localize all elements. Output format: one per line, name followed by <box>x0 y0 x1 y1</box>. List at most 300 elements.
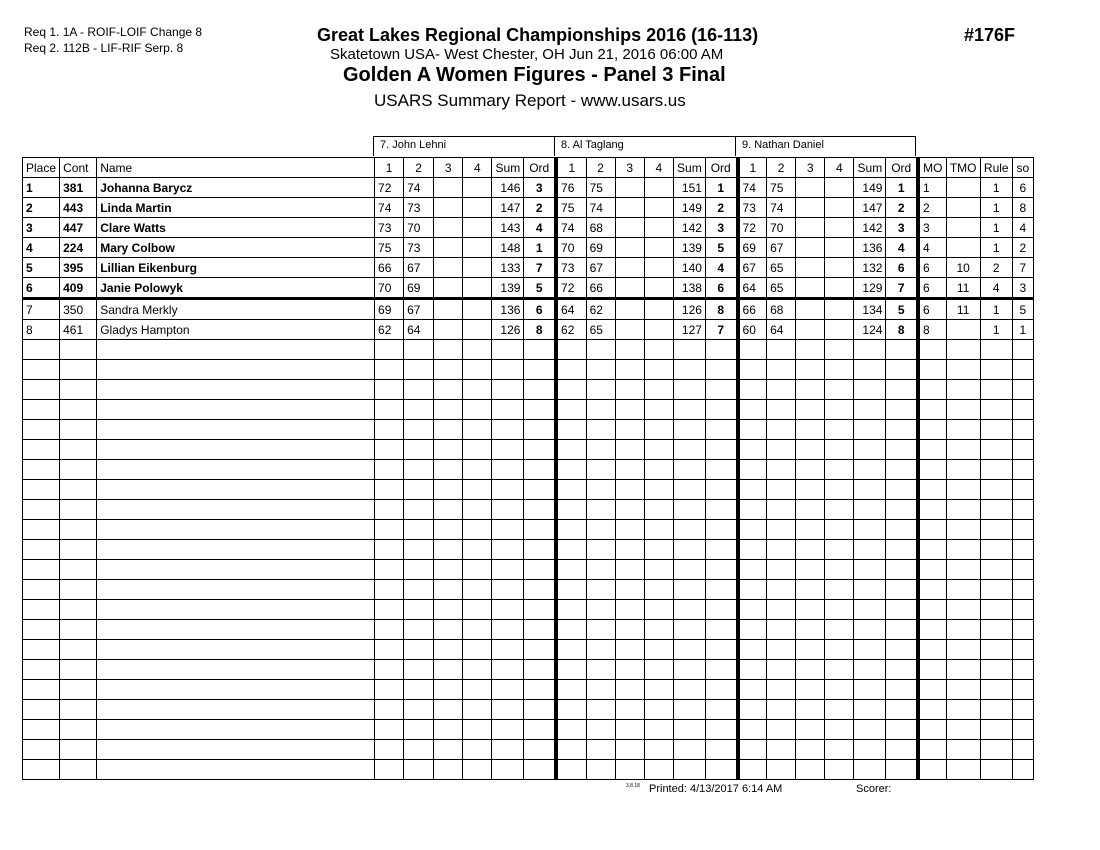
mo-cell: 6 <box>918 258 946 278</box>
ordinal-cell: 3 <box>524 178 556 198</box>
empty-cell <box>918 400 946 420</box>
empty-cell <box>980 580 1012 600</box>
empty-cell <box>524 400 556 420</box>
empty-cell <box>1012 660 1033 680</box>
score-cell <box>463 178 492 198</box>
empty-cell <box>796 360 825 380</box>
name-cell: Johanna Barycz <box>97 178 375 198</box>
score-cell <box>615 198 644 218</box>
empty-cell <box>705 680 737 700</box>
empty-cell <box>644 680 673 700</box>
empty-cell <box>524 700 556 720</box>
empty-cell <box>492 540 524 560</box>
score-cell: 68 <box>767 299 796 320</box>
empty-cell <box>738 360 767 380</box>
ordinal-cell: 6 <box>705 278 737 299</box>
column-header: 4 <box>644 158 673 178</box>
empty-cell <box>854 520 886 540</box>
empty-cell <box>404 380 434 400</box>
ordinal-cell: 7 <box>705 320 737 340</box>
empty-cell <box>644 480 673 500</box>
score-cell <box>825 238 854 258</box>
empty-cell <box>705 460 737 480</box>
empty-cell <box>946 680 980 700</box>
score-cell: 69 <box>738 238 767 258</box>
empty-cell <box>492 600 524 620</box>
empty-cell <box>556 700 586 720</box>
score-cell <box>796 278 825 299</box>
empty-cell <box>60 720 97 740</box>
empty-cell <box>434 760 463 780</box>
empty-cell <box>946 760 980 780</box>
empty-cell <box>586 480 615 500</box>
empty-cell <box>705 620 737 640</box>
empty-cell <box>673 700 705 720</box>
empty-cell <box>463 500 492 520</box>
empty-cell <box>586 700 615 720</box>
empty-cell <box>492 360 524 380</box>
empty-cell <box>97 760 375 780</box>
empty-cell <box>886 540 918 560</box>
empty-cell <box>946 360 980 380</box>
empty-cell <box>404 500 434 520</box>
empty-cell <box>644 720 673 740</box>
empty-cell <box>854 460 886 480</box>
mo-cell: 6 <box>918 278 946 299</box>
empty-cell <box>434 660 463 680</box>
empty-cell <box>375 540 404 560</box>
empty-cell <box>556 620 586 640</box>
summary-table <box>22 157 1034 780</box>
empty-cell <box>23 420 60 440</box>
empty-cell <box>97 480 375 500</box>
empty-cell <box>767 440 796 460</box>
empty-cell <box>980 660 1012 680</box>
empty-cell <box>97 540 375 560</box>
column-header: 2 <box>586 158 615 178</box>
empty-cell <box>767 760 796 780</box>
score-cell: 75 <box>586 178 615 198</box>
empty-cell <box>886 560 918 580</box>
empty-cell <box>738 480 767 500</box>
empty-cell <box>825 360 854 380</box>
sum-cell: 140 <box>673 258 705 278</box>
so-cell: 2 <box>1012 238 1033 258</box>
sum-cell: 147 <box>492 198 524 218</box>
ordinal-cell: 2 <box>886 198 918 218</box>
version-label: 3.8.18 <box>626 783 640 789</box>
empty-cell <box>97 560 375 580</box>
score-cell <box>463 320 492 340</box>
column-header: 4 <box>825 158 854 178</box>
contestant-number-cell: 350 <box>60 299 97 320</box>
empty-cell <box>556 540 586 560</box>
score-cell: 74 <box>586 198 615 218</box>
empty-cell <box>1012 580 1033 600</box>
table-row <box>23 198 1034 218</box>
empty-cell <box>404 520 434 540</box>
empty-cell <box>854 640 886 660</box>
column-header: 1 <box>375 158 404 178</box>
empty-cell <box>738 660 767 680</box>
empty-cell <box>980 460 1012 480</box>
empty-cell <box>556 760 586 780</box>
score-cell <box>615 218 644 238</box>
empty-cell <box>615 660 644 680</box>
empty-cell <box>825 740 854 760</box>
empty-cell <box>556 660 586 680</box>
empty-row <box>23 500 1034 520</box>
empty-cell <box>615 520 644 540</box>
empty-cell <box>463 740 492 760</box>
table-row <box>23 278 1034 299</box>
ordinal-cell: 6 <box>524 299 556 320</box>
empty-cell <box>886 500 918 520</box>
empty-cell <box>556 380 586 400</box>
event-title: Golden A Women Figures - Panel 3 Final <box>343 64 726 86</box>
score-cell <box>644 178 673 198</box>
empty-cell <box>404 700 434 720</box>
empty-cell <box>796 600 825 620</box>
rule-cell: 1 <box>980 299 1012 320</box>
empty-cell <box>60 540 97 560</box>
empty-cell <box>404 600 434 620</box>
score-cell: 75 <box>375 238 404 258</box>
empty-cell <box>404 340 434 360</box>
empty-cell <box>615 500 644 520</box>
empty-cell <box>434 740 463 760</box>
empty-cell <box>97 700 375 720</box>
empty-cell <box>463 580 492 600</box>
empty-cell <box>586 600 615 620</box>
empty-cell <box>492 760 524 780</box>
score-cell <box>434 258 463 278</box>
empty-cell <box>825 440 854 460</box>
empty-cell <box>796 760 825 780</box>
empty-cell <box>556 600 586 620</box>
empty-cell <box>615 580 644 600</box>
empty-cell <box>60 380 97 400</box>
empty-cell <box>980 560 1012 580</box>
empty-cell <box>946 740 980 760</box>
column-header: Sum <box>854 158 886 178</box>
empty-cell <box>60 600 97 620</box>
empty-cell <box>705 740 737 760</box>
empty-cell <box>23 540 60 560</box>
score-cell: 72 <box>375 178 404 198</box>
empty-cell <box>97 620 375 640</box>
empty-cell <box>97 340 375 360</box>
empty-cell <box>375 700 404 720</box>
empty-cell <box>434 380 463 400</box>
score-cell: 75 <box>556 198 586 218</box>
header-row <box>23 158 1034 178</box>
ordinal-cell: 1 <box>886 178 918 198</box>
empty-cell <box>524 580 556 600</box>
empty-cell <box>375 600 404 620</box>
empty-cell <box>60 640 97 660</box>
empty-cell <box>23 760 60 780</box>
empty-row <box>23 620 1034 640</box>
empty-cell <box>854 540 886 560</box>
column-header: Sum <box>492 158 524 178</box>
sum-cell: 142 <box>854 218 886 238</box>
column-header: Ord <box>524 158 556 178</box>
empty-cell <box>705 500 737 520</box>
empty-cell <box>404 680 434 700</box>
empty-cell <box>1012 540 1033 560</box>
empty-cell <box>825 760 854 780</box>
score-cell <box>644 238 673 258</box>
empty-cell <box>492 400 524 420</box>
score-cell <box>434 218 463 238</box>
empty-cell <box>492 660 524 680</box>
empty-cell <box>1012 420 1033 440</box>
empty-cell <box>492 340 524 360</box>
empty-cell <box>615 420 644 440</box>
score-cell: 67 <box>738 258 767 278</box>
empty-cell <box>434 580 463 600</box>
empty-cell <box>586 520 615 540</box>
empty-cell <box>796 680 825 700</box>
empty-cell <box>980 360 1012 380</box>
empty-cell <box>673 760 705 780</box>
empty-cell <box>556 740 586 760</box>
empty-cell <box>434 480 463 500</box>
ordinal-cell: 3 <box>886 218 918 238</box>
ordinal-cell: 2 <box>524 198 556 218</box>
empty-cell <box>1012 640 1033 660</box>
empty-cell <box>375 660 404 680</box>
empty-cell <box>980 700 1012 720</box>
empty-cell <box>556 460 586 480</box>
empty-cell <box>492 740 524 760</box>
empty-cell <box>886 420 918 440</box>
empty-cell <box>825 420 854 440</box>
empty-cell <box>60 620 97 640</box>
empty-cell <box>524 560 556 580</box>
sum-cell: 149 <box>673 198 705 218</box>
empty-row <box>23 380 1034 400</box>
empty-cell <box>60 680 97 700</box>
empty-cell <box>615 560 644 580</box>
empty-cell <box>918 440 946 460</box>
empty-cell <box>946 440 980 460</box>
empty-cell <box>886 440 918 460</box>
empty-cell <box>980 640 1012 660</box>
empty-cell <box>946 400 980 420</box>
empty-cell <box>705 480 737 500</box>
contestant-number-cell: 409 <box>60 278 97 299</box>
empty-cell <box>23 640 60 660</box>
empty-cell <box>644 340 673 360</box>
empty-cell <box>886 740 918 760</box>
empty-row <box>23 460 1034 480</box>
empty-cell <box>463 440 492 460</box>
empty-cell <box>796 740 825 760</box>
name-cell: Janie Polowyk <box>97 278 375 299</box>
empty-cell <box>1012 680 1033 700</box>
empty-cell <box>705 440 737 460</box>
column-header: Sum <box>673 158 705 178</box>
score-cell <box>796 258 825 278</box>
sum-cell: 151 <box>673 178 705 198</box>
empty-cell <box>463 380 492 400</box>
empty-cell <box>918 580 946 600</box>
empty-cell <box>615 480 644 500</box>
empty-cell <box>767 700 796 720</box>
empty-cell <box>886 760 918 780</box>
empty-cell <box>738 460 767 480</box>
contestant-number-cell: 381 <box>60 178 97 198</box>
empty-cell <box>796 640 825 660</box>
mo-cell: 2 <box>918 198 946 218</box>
empty-cell <box>524 460 556 480</box>
empty-cell <box>767 340 796 360</box>
empty-cell <box>1012 460 1033 480</box>
empty-cell <box>1012 440 1033 460</box>
empty-cell <box>980 720 1012 740</box>
empty-cell <box>434 620 463 640</box>
empty-cell <box>97 740 375 760</box>
empty-cell <box>738 640 767 660</box>
empty-cell <box>97 580 375 600</box>
so-cell: 5 <box>1012 299 1033 320</box>
empty-cell <box>60 420 97 440</box>
empty-cell <box>767 660 796 680</box>
score-cell: 69 <box>375 299 404 320</box>
empty-cell <box>586 580 615 600</box>
empty-cell <box>854 740 886 760</box>
empty-cell <box>434 500 463 520</box>
empty-row <box>23 340 1034 360</box>
empty-cell <box>767 620 796 640</box>
score-cell <box>825 278 854 299</box>
score-cell: 75 <box>767 178 796 198</box>
empty-cell <box>705 340 737 360</box>
score-cell <box>434 178 463 198</box>
empty-cell <box>738 680 767 700</box>
empty-cell <box>738 400 767 420</box>
empty-cell <box>586 680 615 700</box>
score-cell <box>825 258 854 278</box>
empty-cell <box>825 680 854 700</box>
empty-cell <box>375 460 404 480</box>
empty-cell <box>738 520 767 540</box>
empty-cell <box>644 620 673 640</box>
empty-cell <box>854 760 886 780</box>
empty-cell <box>492 480 524 500</box>
empty-cell <box>946 480 980 500</box>
empty-cell <box>404 760 434 780</box>
empty-cell <box>375 620 404 640</box>
empty-cell <box>980 480 1012 500</box>
empty-cell <box>434 600 463 620</box>
so-cell: 7 <box>1012 258 1033 278</box>
column-header: 3 <box>434 158 463 178</box>
column-header: Place <box>23 158 60 178</box>
sum-cell: 138 <box>673 278 705 299</box>
empty-cell <box>918 540 946 560</box>
empty-cell <box>463 700 492 720</box>
requirement-2: Req 2. 112B - LIF-RIF Serp. 8 <box>24 41 184 55</box>
empty-cell <box>673 740 705 760</box>
empty-cell <box>97 460 375 480</box>
judge-header-2: 8. Al Taglang <box>554 136 736 156</box>
empty-row <box>23 520 1034 540</box>
empty-cell <box>434 340 463 360</box>
rule-cell: 1 <box>980 218 1012 238</box>
score-cell: 65 <box>767 258 796 278</box>
empty-cell <box>918 420 946 440</box>
empty-cell <box>644 380 673 400</box>
sum-cell: 136 <box>492 299 524 320</box>
empty-cell <box>796 420 825 440</box>
column-header: Cont <box>60 158 97 178</box>
score-cell: 69 <box>586 238 615 258</box>
empty-cell <box>404 420 434 440</box>
empty-cell <box>918 700 946 720</box>
empty-cell <box>886 460 918 480</box>
empty-row <box>23 360 1034 380</box>
empty-cell <box>463 720 492 740</box>
empty-cell <box>97 720 375 740</box>
score-cell <box>825 178 854 198</box>
empty-cell <box>375 360 404 380</box>
empty-cell <box>615 760 644 780</box>
empty-cell <box>23 580 60 600</box>
empty-cell <box>556 500 586 520</box>
empty-cell <box>524 740 556 760</box>
sum-cell: 126 <box>492 320 524 340</box>
empty-cell <box>60 400 97 420</box>
empty-cell <box>796 460 825 480</box>
tmo-cell: 11 <box>946 278 980 299</box>
score-cell: 67 <box>404 258 434 278</box>
empty-cell <box>434 700 463 720</box>
score-cell: 64 <box>738 278 767 299</box>
empty-cell <box>556 360 586 380</box>
score-cell: 74 <box>738 178 767 198</box>
score-cell: 74 <box>375 198 404 218</box>
empty-cell <box>767 500 796 520</box>
empty-cell <box>60 580 97 600</box>
score-cell <box>644 278 673 299</box>
empty-cell <box>825 500 854 520</box>
empty-cell <box>886 520 918 540</box>
empty-cell <box>492 460 524 480</box>
empty-cell <box>854 560 886 580</box>
empty-cell <box>492 520 524 540</box>
empty-cell <box>767 520 796 540</box>
score-cell <box>615 278 644 299</box>
empty-cell <box>60 440 97 460</box>
empty-cell <box>1012 560 1033 580</box>
empty-cell <box>705 640 737 660</box>
rule-cell: 1 <box>980 198 1012 218</box>
empty-cell <box>492 440 524 460</box>
page-title: Great Lakes Regional Championships 2016 (16-113) <box>317 25 759 45</box>
empty-cell <box>673 640 705 660</box>
empty-cell <box>946 620 980 640</box>
sum-cell: 143 <box>492 218 524 238</box>
sum-cell: 149 <box>854 178 886 198</box>
place-cell: 5 <box>23 258 60 278</box>
empty-cell <box>524 480 556 500</box>
empty-cell <box>854 500 886 520</box>
empty-cell <box>946 520 980 540</box>
empty-cell <box>918 500 946 520</box>
